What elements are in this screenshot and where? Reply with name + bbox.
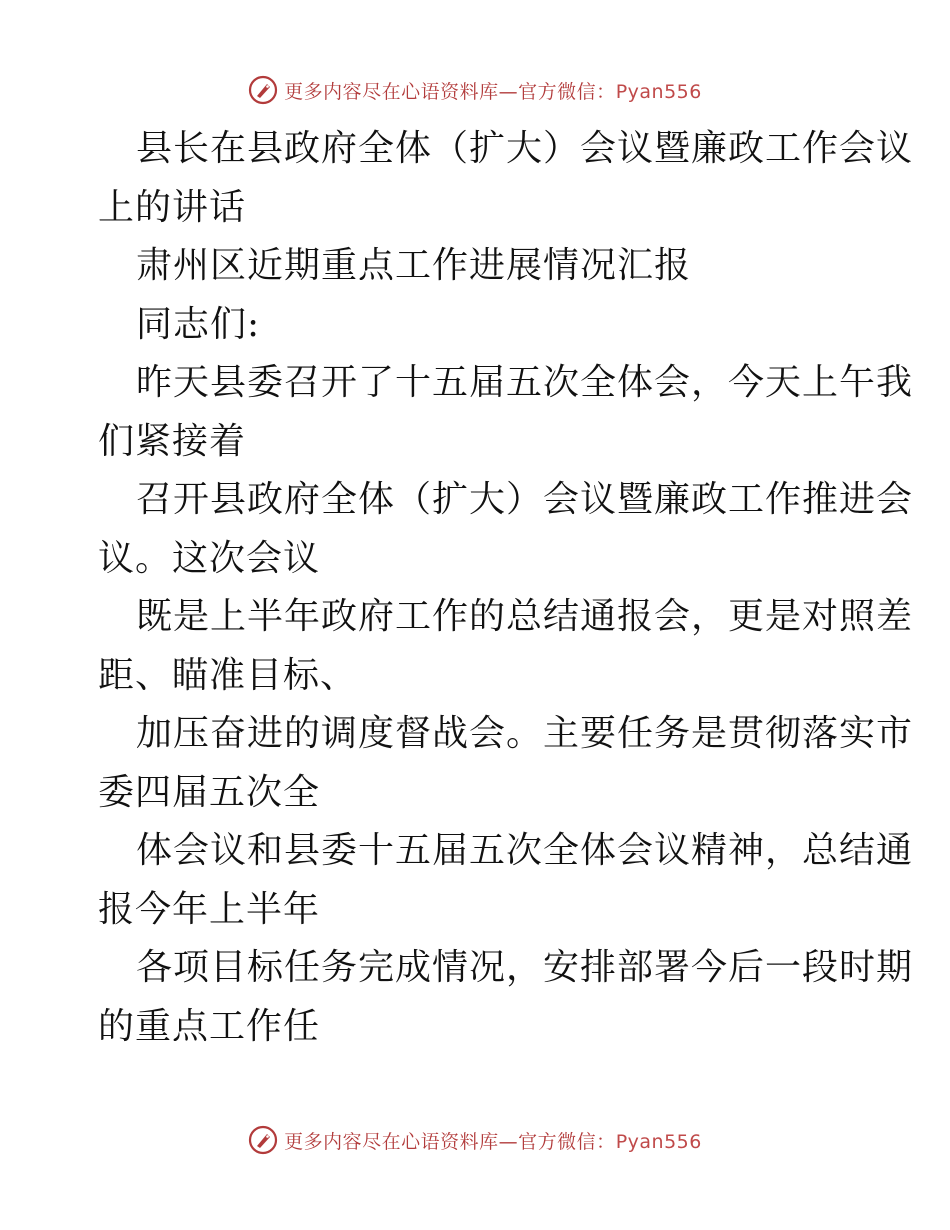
banner-separator: — xyxy=(498,1130,519,1153)
text-line: 的重点工作任 xyxy=(98,1005,321,1047)
text-line: 距、瞄准目标、 xyxy=(98,654,358,696)
text-line: 各项目标任务完成情况，安排部署今后一段时期 xyxy=(136,947,914,988)
text-line: 议。这次会议 xyxy=(98,537,321,579)
text-line: 召开县政府全体（扩大）会议暨廉政工作推进会 xyxy=(136,479,914,520)
text-line: 同志们: xyxy=(136,303,261,345)
text-line: 体会议和县委十五届五次全体会议精神，总结通 xyxy=(136,830,914,871)
text-line: 们紧接着 xyxy=(98,420,247,462)
text-line: 县长在县政府全体（扩大）会议暨廉政工作会议 xyxy=(136,128,914,169)
banner-wechat-label: 官方微信： xyxy=(518,1130,616,1153)
pen-nib-circle-icon xyxy=(248,75,278,105)
banner-wechat-id: Pyan556 xyxy=(615,1130,702,1153)
text-line: 既是上半年政府工作的总结通报会，更是对照差 xyxy=(136,596,914,637)
banner-wechat-id: Pyan556 xyxy=(615,80,702,103)
header-banner xyxy=(0,70,950,110)
text-line: 上的讲话 xyxy=(98,186,247,228)
document-body xyxy=(98,120,914,1056)
banner-main-text: 更多内容尽在心语资料库 xyxy=(284,1130,499,1153)
text-line: 报今年上半年 xyxy=(98,888,321,930)
text-line: 加压奋进的调度督战会。主要任务是贯彻落实市 xyxy=(136,713,914,754)
footer-banner xyxy=(0,1120,950,1160)
banner-wechat-label: 官方微信： xyxy=(518,80,616,103)
pen-nib-circle-icon xyxy=(248,1125,278,1155)
text-line: 昨天县委召开了十五届五次全体会，今天上午我 xyxy=(136,362,914,403)
text-line: 委四届五次全 xyxy=(98,771,321,813)
banner-text xyxy=(284,77,702,104)
text-line: 肃州区近期重点工作进展情况汇报 xyxy=(136,245,692,286)
banner-main-text: 更多内容尽在心语资料库 xyxy=(284,80,499,103)
banner-separator: — xyxy=(498,80,519,103)
banner-text xyxy=(284,1127,702,1154)
